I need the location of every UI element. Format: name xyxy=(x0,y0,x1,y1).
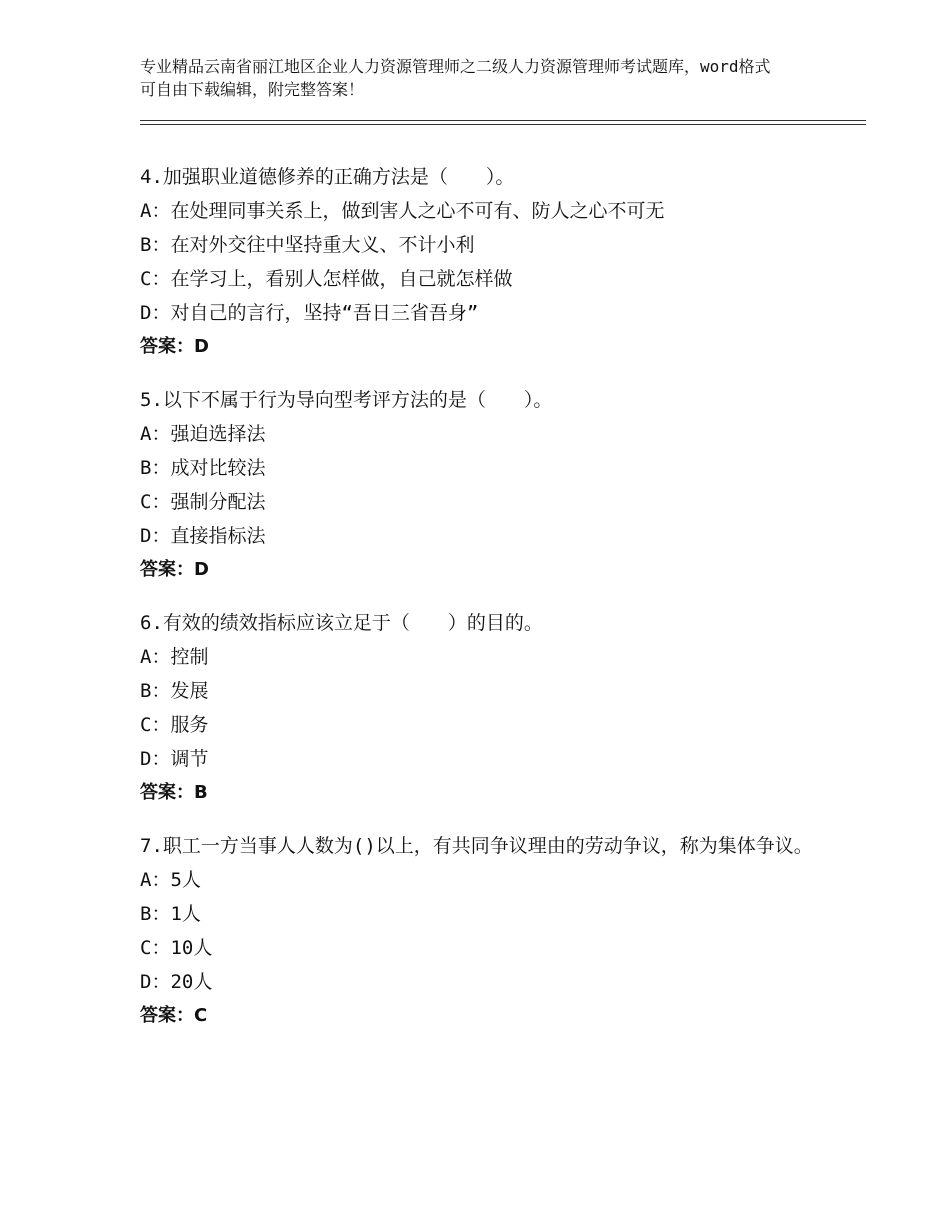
header-divider xyxy=(140,120,866,125)
option-c: C：10人 xyxy=(140,937,213,959)
question-stem: 6.有效的绩效指标应该立足于（ ）的目的。 xyxy=(140,612,543,634)
option-b: B：发展 xyxy=(140,680,209,702)
answer-line: 答案：D xyxy=(140,559,209,580)
option-d: D：对自己的言行，坚持“吾日三省吾身” xyxy=(140,302,479,324)
question-stem: 4.加强职业道德修养的正确方法是（ ）。 xyxy=(140,166,515,188)
question-6 xyxy=(140,606,820,810)
answer-line: 答案：D xyxy=(140,336,209,357)
option-c: C：服务 xyxy=(140,714,209,736)
question-stem: 5.以下不属于行为导向型考评方法的是（ ）。 xyxy=(140,389,553,411)
option-a: A：控制 xyxy=(140,646,209,668)
option-b: B：在对外交往中坚持重大义、不计小利 xyxy=(140,234,475,256)
option-c: C：在学习上，看别人怎样做，自己就怎样做 xyxy=(140,268,513,290)
option-d: D：20人 xyxy=(140,971,213,993)
question-4 xyxy=(140,160,820,364)
option-a: A：5人 xyxy=(140,869,201,891)
option-c: C：强制分配法 xyxy=(140,491,266,513)
question-list xyxy=(140,160,820,1052)
answer-line: 答案：B xyxy=(140,782,208,803)
option-b: B：1人 xyxy=(140,903,201,925)
option-d: D：直接指标法 xyxy=(140,525,266,547)
option-d: D：调节 xyxy=(140,748,209,770)
option-a: A：在处理同事关系上，做到害人之心不可有、防人之心不可无 xyxy=(140,200,665,222)
question-7 xyxy=(140,829,820,1033)
option-b: B：成对比较法 xyxy=(140,457,266,479)
option-a: A：强迫选择法 xyxy=(140,423,266,445)
question-stem: 7.职工一方当事人人数为()以上，有共同争议理由的劳动争议，称为集体争议。 xyxy=(140,835,813,857)
document-header: 专业精品云南省丽江地区企业人力资源管理师之二级人力资源管理师考试题库，word格式可自由下载编辑，附完整答案！ xyxy=(140,57,771,99)
answer-line: 答案：C xyxy=(140,1005,208,1026)
question-5 xyxy=(140,383,820,587)
